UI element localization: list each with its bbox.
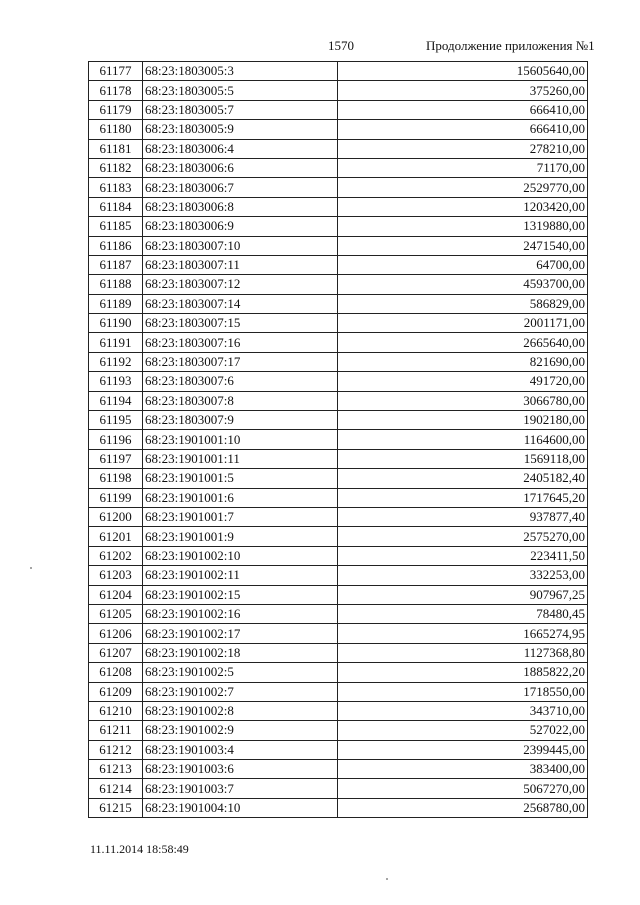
table-row: [89, 585, 588, 604]
cadastral-number: 68:23:1901002:7: [143, 682, 338, 701]
cadastral-value: 666410,00: [338, 100, 588, 119]
table-row: [89, 469, 588, 488]
table-row: [89, 740, 588, 759]
row-number: 61180: [89, 120, 143, 139]
table-row: [89, 411, 588, 430]
cadastral-number: 68:23:1901002:9: [143, 721, 338, 740]
cadastral-number: 68:23:1901002:11: [143, 566, 338, 585]
cadastral-number: 68:23:1803007:6: [143, 372, 338, 391]
cadastral-number: 68:23:1803007:16: [143, 333, 338, 352]
cadastral-value: 1319880,00: [338, 217, 588, 236]
cadastral-value: 907967,25: [338, 585, 588, 604]
cadastral-number: 68:23:1803007:12: [143, 275, 338, 294]
cadastral-value: 2568780,00: [338, 798, 588, 817]
cadastral-value: 64700,00: [338, 255, 588, 274]
table-row: [89, 158, 588, 177]
cadastral-number: 68:23:1901003:4: [143, 740, 338, 759]
row-number: 61214: [89, 779, 143, 798]
table-row: [89, 663, 588, 682]
cadastral-value: 1569118,00: [338, 449, 588, 468]
row-number: 61198: [89, 469, 143, 488]
table-row: [89, 566, 588, 585]
row-number: 61193: [89, 372, 143, 391]
row-number: 61213: [89, 760, 143, 779]
cadastral-number: 68:23:1901002:15: [143, 585, 338, 604]
cadastral-number: 68:23:1803006:7: [143, 178, 338, 197]
cadastral-value: 1203420,00: [338, 197, 588, 216]
cadastral-number: 68:23:1803005:9: [143, 120, 338, 139]
cadastral-number: 68:23:1901001:11: [143, 449, 338, 468]
cadastral-value: 821690,00: [338, 352, 588, 371]
table-row: [89, 546, 588, 565]
row-number: 61201: [89, 527, 143, 546]
cadastral-value: 71170,00: [338, 158, 588, 177]
cadastral-value: 278210,00: [338, 139, 588, 158]
cadastral-number: 68:23:1803007:10: [143, 236, 338, 255]
row-number: 61184: [89, 197, 143, 216]
cadastral-number: 68:23:1803006:8: [143, 197, 338, 216]
cadastral-value: 2001171,00: [338, 314, 588, 333]
table-row: [89, 275, 588, 294]
cadastral-number: 68:23:1901003:6: [143, 760, 338, 779]
scan-speck: [386, 878, 388, 880]
cadastral-value: 3066780,00: [338, 391, 588, 410]
table-row: [89, 197, 588, 216]
row-number: 61181: [89, 139, 143, 158]
row-number: 61186: [89, 236, 143, 255]
cadastral-value: 527022,00: [338, 721, 588, 740]
cadastral-number: 68:23:1901002:10: [143, 546, 338, 565]
page-number: 1570: [328, 38, 354, 53]
cadastral-number: 68:23:1901001:9: [143, 527, 338, 546]
cadastral-number: 68:23:1901002:5: [143, 663, 338, 682]
cadastral-number: 68:23:1803007:15: [143, 314, 338, 333]
cadastral-number: 68:23:1803007:9: [143, 411, 338, 430]
table-row: [89, 721, 588, 740]
cadastral-value: 586829,00: [338, 294, 588, 313]
cadastral-value: 2529770,00: [338, 178, 588, 197]
table-row: [89, 100, 588, 119]
cadastral-number: 68:23:1803006:6: [143, 158, 338, 177]
table-row: [89, 624, 588, 643]
cadastral-value: 2471540,00: [338, 236, 588, 255]
row-number: 61215: [89, 798, 143, 817]
row-number: 61206: [89, 624, 143, 643]
row-number: 61179: [89, 100, 143, 119]
cadastral-number: 68:23:1901002:18: [143, 643, 338, 662]
row-number: 61199: [89, 488, 143, 507]
row-number: 61209: [89, 682, 143, 701]
continuation-label: Продолжение приложения №1: [426, 38, 595, 53]
row-number: 61177: [89, 62, 143, 81]
cadastral-number: 68:23:1901001:6: [143, 488, 338, 507]
cadastral-value: 332253,00: [338, 566, 588, 585]
row-number: 61196: [89, 430, 143, 449]
table-row: [89, 294, 588, 313]
cadastral-value: 666410,00: [338, 120, 588, 139]
row-number: 61207: [89, 643, 143, 662]
row-number: 61187: [89, 255, 143, 274]
cadastral-value: 2405182,40: [338, 469, 588, 488]
cadastral-number: 68:23:1901001:10: [143, 430, 338, 449]
cadastral-value: 15605640,00: [338, 62, 588, 81]
table-row: [89, 333, 588, 352]
row-number: 61178: [89, 81, 143, 100]
cadastral-value: 2399445,00: [338, 740, 588, 759]
cadastral-number: 68:23:1901002:16: [143, 604, 338, 623]
cadastral-value: 343710,00: [338, 701, 588, 720]
row-number: 61183: [89, 178, 143, 197]
table-row: [89, 488, 588, 507]
cadastral-number: 68:23:1803007:11: [143, 255, 338, 274]
row-number: 61194: [89, 391, 143, 410]
table-row: [89, 236, 588, 255]
row-number: 61197: [89, 449, 143, 468]
row-number: 61205: [89, 604, 143, 623]
cadastral-value: 1164600,00: [338, 430, 588, 449]
cadastral-value: 2665640,00: [338, 333, 588, 352]
table-row: [89, 779, 588, 798]
table-row: [89, 507, 588, 526]
table-row: [89, 798, 588, 817]
row-number: 61195: [89, 411, 143, 430]
table-row: [89, 682, 588, 701]
cadastral-number: 68:23:1901001:7: [143, 507, 338, 526]
row-number: 61212: [89, 740, 143, 759]
row-number: 61188: [89, 275, 143, 294]
row-number: 61208: [89, 663, 143, 682]
table-row: [89, 120, 588, 139]
registry-table: [88, 61, 588, 818]
cadastral-number: 68:23:1803005:7: [143, 100, 338, 119]
cadastral-value: 937877,40: [338, 507, 588, 526]
table-row: [89, 449, 588, 468]
cadastral-value: 2575270,00: [338, 527, 588, 546]
cadastral-value: 491720,00: [338, 372, 588, 391]
row-number: 61185: [89, 217, 143, 236]
cadastral-value: 223411,50: [338, 546, 588, 565]
table-row: [89, 217, 588, 236]
row-number: 61200: [89, 507, 143, 526]
cadastral-value: 1885822,20: [338, 663, 588, 682]
table-row: [89, 352, 588, 371]
row-number: 61204: [89, 585, 143, 604]
table-row: [89, 760, 588, 779]
scan-speck: [30, 567, 32, 569]
table-row: [89, 604, 588, 623]
table-row: [89, 430, 588, 449]
row-number: 61191: [89, 333, 143, 352]
cadastral-value: 1127368,80: [338, 643, 588, 662]
cadastral-number: 68:23:1803006:4: [143, 139, 338, 158]
table-row: [89, 527, 588, 546]
cadastral-number: 68:23:1803007:17: [143, 352, 338, 371]
cadastral-number: 68:23:1901003:7: [143, 779, 338, 798]
registry-table-body: [89, 62, 588, 818]
row-number: 61211: [89, 721, 143, 740]
table-row: [89, 62, 588, 81]
footer-timestamp: 11.11.2014 18:58:49: [90, 842, 189, 856]
table-row: [89, 314, 588, 333]
table-row: [89, 701, 588, 720]
cadastral-number: 68:23:1803006:9: [143, 217, 338, 236]
cadastral-value: 1902180,00: [338, 411, 588, 430]
table-row: [89, 372, 588, 391]
cadastral-number: 68:23:1901002:17: [143, 624, 338, 643]
row-number: 61210: [89, 701, 143, 720]
row-number: 61189: [89, 294, 143, 313]
cadastral-number: 68:23:1901004:10: [143, 798, 338, 817]
cadastral-value: 1717645,20: [338, 488, 588, 507]
table-row: [89, 643, 588, 662]
cadastral-value: 4593700,00: [338, 275, 588, 294]
cadastral-number: 68:23:1803005:5: [143, 81, 338, 100]
row-number: 61190: [89, 314, 143, 333]
cadastral-value: 1718550,00: [338, 682, 588, 701]
table-row: [89, 139, 588, 158]
cadastral-value: 375260,00: [338, 81, 588, 100]
cadastral-number: 68:23:1803007:14: [143, 294, 338, 313]
table-row: [89, 255, 588, 274]
row-number: 61202: [89, 546, 143, 565]
row-number: 61203: [89, 566, 143, 585]
table-row: [89, 178, 588, 197]
cadastral-value: 1665274,95: [338, 624, 588, 643]
table-row: [89, 81, 588, 100]
cadastral-number: 68:23:1901001:5: [143, 469, 338, 488]
row-number: 61182: [89, 158, 143, 177]
table-row: [89, 391, 588, 410]
cadastral-number: 68:23:1803007:8: [143, 391, 338, 410]
cadastral-number: 68:23:1901002:8: [143, 701, 338, 720]
cadastral-value: 383400,00: [338, 760, 588, 779]
row-number: 61192: [89, 352, 143, 371]
cadastral-number: 68:23:1803005:3: [143, 62, 338, 81]
cadastral-value: 5067270,00: [338, 779, 588, 798]
cadastral-value: 78480,45: [338, 604, 588, 623]
